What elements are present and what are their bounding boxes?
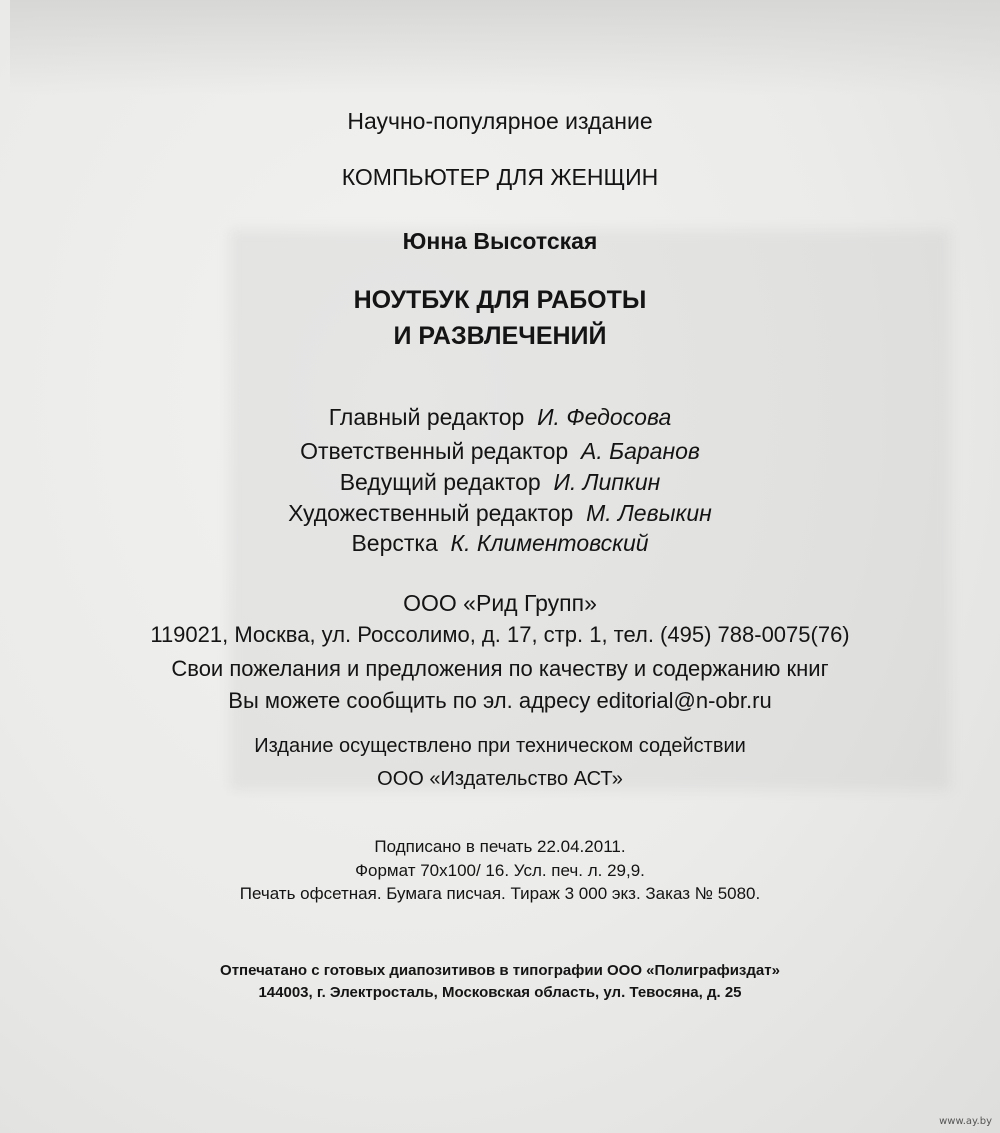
feedback-line-2: Вы можете сообщить по эл. адресу editorial@n-obr.ru	[228, 688, 772, 713]
support-line-2: ООО «Издательство АСТ»	[377, 768, 623, 790]
publisher-name: ООО «Рид Групп»	[403, 590, 597, 616]
print-format: Формат 70x100/ 16. Усл. печ. л. 29,9.	[355, 861, 645, 880]
show-through-top	[10, 0, 1000, 95]
editor-row	[0, 500, 1000, 527]
print-signed: Подписано в печать 22.04.2011.	[374, 837, 626, 856]
print-paper: Печать офсетная. Бумага писчая. Тираж 3 000 экз. Заказ № 5080.	[239, 884, 761, 903]
author-line: Юнна Высотская	[402, 228, 598, 254]
editor-name: И. Федосова	[537, 404, 672, 430]
editor-role: Художественный редактор	[288, 500, 574, 526]
printed-line-1: Отпечатано с готовых диапозитивов в типографии ООО «Полиграфиздат»	[220, 962, 780, 979]
editor-row	[0, 404, 1000, 431]
editor-name: И. Липкин	[553, 469, 661, 495]
editor-role: Верстка	[351, 530, 438, 556]
watermark: www.ay.by	[939, 1116, 992, 1127]
genre-line: Научно-популярное издание	[347, 108, 653, 134]
title-line-1: НОУТБУК ДЛЯ РАБОТЫ	[353, 286, 647, 314]
editor-row	[0, 469, 1000, 496]
printed-line-2: 144003, г. Электросталь, Московская область, ул. Тевосяна, д. 25	[258, 984, 742, 1001]
editor-name: К. Климентовский	[450, 530, 649, 556]
editor-role: Ведущий редактор	[339, 469, 541, 495]
editor-row	[0, 530, 1000, 557]
editor-name: М. Левыкин	[586, 500, 712, 526]
feedback-line-1: Свои пожелания и предложения по качеству и содержанию книг	[171, 656, 829, 681]
editor-name: А. Баранов	[580, 438, 700, 464]
support-line-1: Издание осуществлено при техническом содействии	[254, 735, 746, 757]
publisher-address: 119021, Москва, ул. Россолимо, д. 17, стр. 1, тел. (495) 788-0075(76)	[150, 622, 850, 647]
editor-row	[0, 438, 1000, 465]
editor-role: Главный редактор	[328, 404, 525, 430]
title-line-2: И РАЗВЛЕЧЕНИЙ	[393, 322, 607, 350]
series-line: КОМПЬЮТЕР ДЛЯ ЖЕНЩИН	[341, 164, 659, 190]
editor-role: Ответственный редактор	[300, 438, 569, 464]
